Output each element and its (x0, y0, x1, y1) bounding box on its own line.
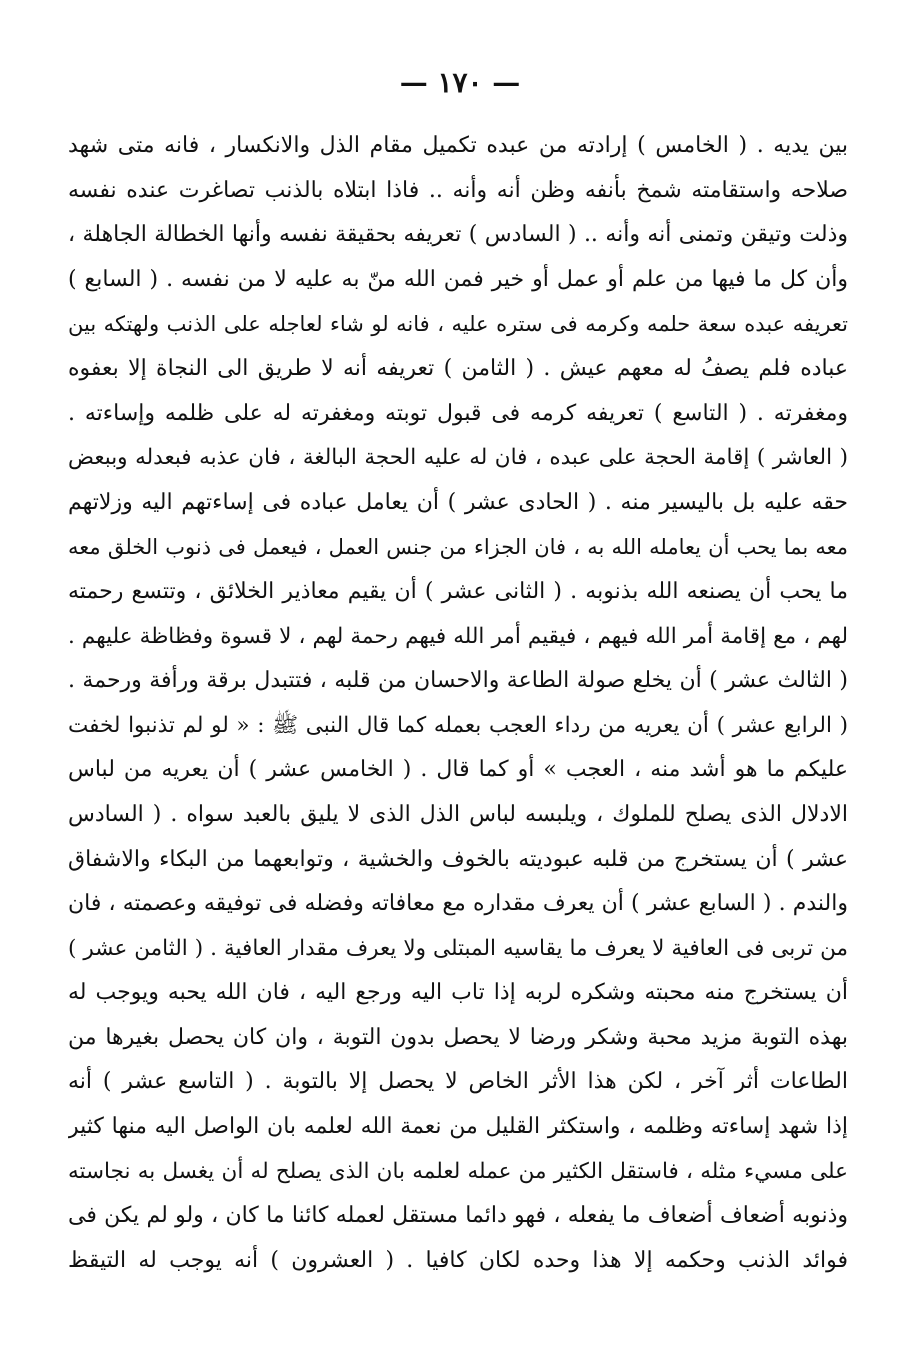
text-line: ( الثالث عشر ) أن يخلع صولة الطاعة والاحسان من قلبه ، فتتبدل برقة ورأفة ورحمة . (68, 668, 848, 694)
text-line: الطاعات أثر آخر ، لكن هذا الأثر الخاص لا يحصل إلا بالتوبة . ( التاسع عشر ) أنه (68, 1069, 848, 1095)
text-line: وذلت وتيقن وتمنى أنه وأنه .. ( السادس ) تعريفه بحقيقة نفسه وأنها الخطالة الجاهلة ، (68, 222, 848, 248)
text-line: على مسيء مثله ، فاستقل الكثير من عمله لعلمه بان الذى يصلح له أن يغسل به نجاسته (68, 1158, 848, 1184)
text-line: تعريفه عبده سعة حلمه وكرمه فى ستره عليه ، فانه لو شاء لعاجله على الذنب ولهتكه بين (68, 312, 848, 337)
text-line: وذنوبه أضعاف أضعاف ما يفعله ، فهو دائما مستقل لعمله كائنا ما كان ، ولو لم يكن فى (68, 1203, 848, 1229)
text-line: فوائد الذنب وحكمه إلا هذا وحده لكان كافيا . ( العشرون ) أنه يوجب له التيقظ (68, 1247, 848, 1273)
text-line: بهذه التوبة مزيد محبة وشكر ورضا لا يحصل بدون التوبة ، وان كان يحصل بغيرها من (68, 1024, 848, 1050)
text-line: من تربى فى العافية لا يعرف ما يقاسيه المبتلى ولا يعرف مقدار العافية . ( الثامن عشر ) (68, 935, 848, 961)
body-text (68, 124, 848, 1283)
text-line: لهم ، مع إقامة أمر الله فيهم ، فيقيم أمر الله فيهم رحمة لهم ، لا قسوة وفظاظة عليهم . (68, 623, 848, 649)
text-line: إذا شهد إساءته وظلمه ، واستكثر القليل من نعمة الله لعلمه بان الواصل اليه منها كثير (68, 1114, 848, 1140)
text-line: حقه عليه بل باليسير منه . ( الحادى عشر ) أن يعامل عباده فى إساءتهم اليه وزلاتهم (68, 489, 848, 515)
text-line: وأن كل ما فيها من علم أو عمل أو خير فمن الله منّ به عليه لا من نفسه . ( السابع ) (68, 266, 848, 292)
text-line: عشر ) أن يستخرج من قلبه عبوديته بالخوف والخشية ، وتوابعهما من البكاء والاشفاق (68, 846, 848, 872)
text-line: ومغفرته . ( التاسع ) تعريفه كرمه فى قبول توبته ومغفرته له على ظلمه وإساءته . (68, 400, 848, 426)
page-number: — ١٧٠ — (399, 66, 521, 99)
text-line: ما يحب أن يصنعه الله بذنوبه . ( الثانى عشر ) أن يقيم معاذير الخلائق ، وتتسع رحمته (68, 578, 848, 604)
text-line: بين يديه . ( الخامس ) إرادته من عبده تكميل مقام الذل والانكسار ، فانه متى شهد (68, 133, 848, 158)
text-line: ( العاشر ) إقامة الحجة على عبده ، فان له عليه الحجة البالغة ، فان عذبه فبعدله وببعض (68, 445, 848, 471)
text-line: عباده فلم يصفُ له معهم عيش . ( الثامن ) تعريفه أنه لا طريق الى النجاة إلا بعفوه (68, 355, 848, 381)
text-line: الادلال الذى يصلح للملوك ، ويلبسه لباس الذل الذى لا يليق بالعبد سواه . ( السادس (68, 801, 848, 827)
text-line: معه بما يحب أن يعامله الله به ، فان الجزاء من جنس العمل ، فيعمل فى ذنوب الخلق معه (68, 535, 848, 560)
text-line: ( الرابع عشر ) أن يعريه من رداء العجب بعمله كما قال النبى ﷺ : « لو لم تذنبوا لخفت (68, 712, 848, 738)
text-line: عليكم ما هو أشد منه ، العجب » أو كما قال . ( الخامس عشر ) أن يعريه من لباس (68, 757, 848, 783)
text-line: والندم . ( السابع عشر ) أن يعرف مقداره مع معافاته وفضله فى توفيقه وعصمته ، فان (68, 891, 848, 917)
text-line: صلاحه واستقامته شمخ بأنفه وظن أنه وأنه .. فاذا ابتلاه بالذنب تصاغرت عنده نفسه (68, 177, 848, 203)
text-line: أن يستخرج منه محبته وشكره لربه إذا تاب اليه ورجع اليه ، فان الله يحبه ويوجب له (68, 980, 848, 1006)
